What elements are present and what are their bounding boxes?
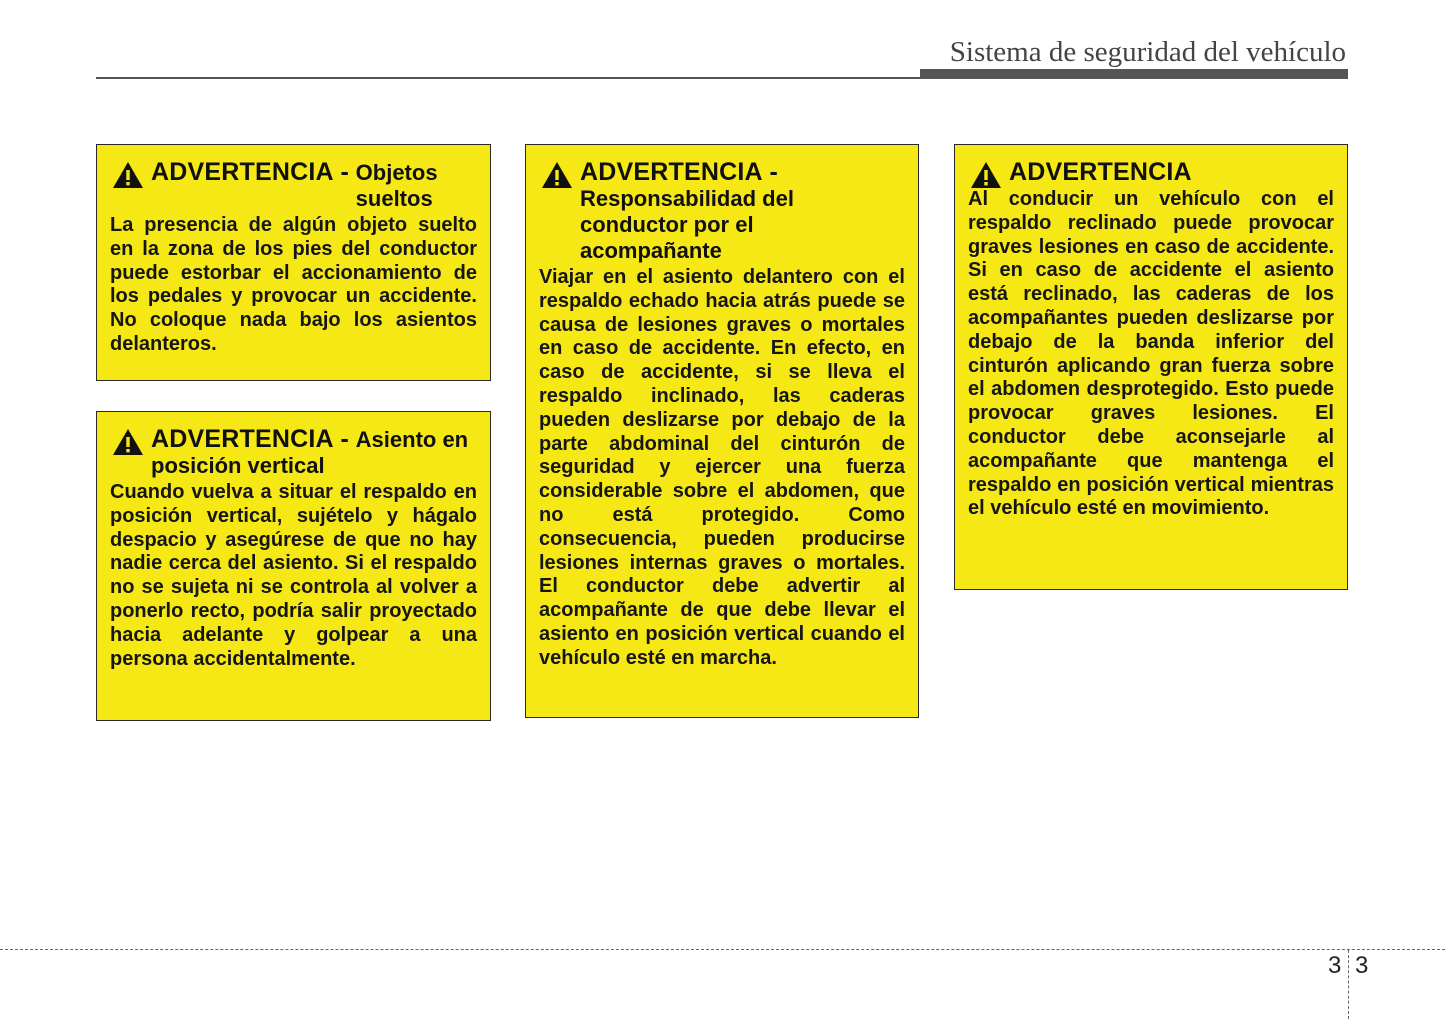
warning-body: Cuando vuelva a situar el respaldo en posición vertical, sujételo y hágalo despacio y asegúrese de que no hay nadie cerca del asiento. Si el respaldo no se sujeta ni se controla al volver a ponerlo recto, podría salir proyectado hacia adelante y golpear a una persona accidentalmente. <box>110 481 477 670</box>
warning-triangle-icon <box>112 161 144 189</box>
warning-keyword: ADVERTENCIA <box>580 158 763 186</box>
warning-triangle-icon <box>541 161 573 189</box>
footer-dashed-divider <box>1348 950 1349 1019</box>
warning-body: La presencia de algún objeto suelto en la zona de los pies del conductor puede estorbar el accionamiento de los pedales y provocar un accidente. No coloque nada bajo los asientos delanteros. <box>110 214 477 355</box>
warning-box-reclined-seat <box>954 144 1348 590</box>
warning-triangle-icon <box>112 428 144 456</box>
section-number: 3 <box>1328 952 1342 979</box>
warning-body: Al conducir un vehículo con el respaldo reclinado puede provocar graves lesiones en caso de accidente. Si en caso de accidente el asiento está reclinado, las caderas de los acompañantes pueden deslizarse por debajo de la banda inferior del cinturón aplicando gran fuerza sobre el abdomen desprotegido. Esto puede provocar graves lesiones. El conductor debe aconsejarle al acompañante que mantenga el respaldo en posición vertical mientras el vehículo esté en movimiento. <box>968 188 1334 520</box>
warning-box-loose-objects <box>96 144 491 381</box>
warning-keyword: ADVERTENCIA <box>1009 158 1192 186</box>
warning-box-driver-responsibility <box>525 144 919 718</box>
footer-dashed-rule <box>0 949 1445 950</box>
warning-keyword: ADVERTENCIA <box>151 158 334 186</box>
warning-heading <box>110 426 477 479</box>
page-number: 3 <box>1355 952 1369 979</box>
page-header-title: Sistema de seguridad del vehículo <box>949 36 1346 68</box>
header-accent-bar <box>920 69 1348 79</box>
warning-heading <box>968 159 1334 186</box>
warning-triangle-icon <box>970 161 1002 189</box>
warning-subtitle: Responsabilidad del conductor por el acompañante <box>580 186 794 263</box>
warning-heading <box>539 159 905 264</box>
warning-subtitle: Asiento en posición vertical <box>151 427 469 478</box>
warning-heading <box>110 159 477 212</box>
warning-separator: - <box>340 158 349 186</box>
warning-subtitle: Objetos sueltos <box>355 160 438 211</box>
warning-separator: - <box>769 158 778 186</box>
warning-box-upright-seat <box>96 411 491 721</box>
warning-separator: - <box>340 425 349 453</box>
warning-body: Viajar en el asiento delantero con el respaldo echado hacia atrás puede se causa de lesiones graves o mortales en caso de accidente. En efecto, en caso de accidente, si se lleva el respaldo inclinado, las caderas pueden deslizarse por debajo de la parte abdominal del cinturón de seguridad y ejercer una fuerza considerable sobre el abdomen, que no está protegido. Como consecuencia, pueden producirse lesiones internas graves o mortales. El conductor debe advertir al acompañante de que debe llevar el asiento en posición vertical cuando el vehículo esté en marcha. <box>539 266 905 669</box>
warning-keyword: ADVERTENCIA <box>151 425 334 453</box>
